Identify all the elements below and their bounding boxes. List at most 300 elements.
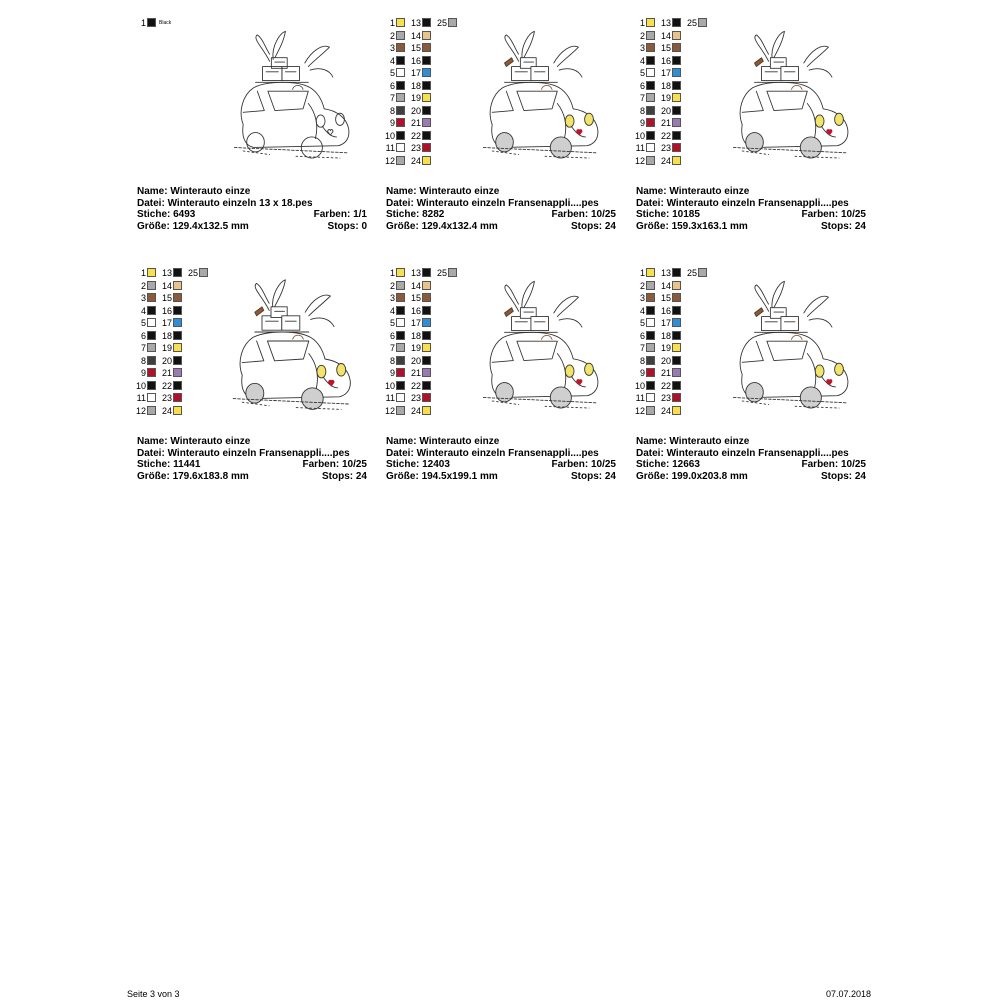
- embroidery-design-preview: [207, 18, 372, 183]
- thread-swatch: [147, 306, 156, 315]
- info-right: [802, 459, 866, 471]
- thread-number: 20: [410, 105, 421, 116]
- thread-number: 5: [639, 68, 645, 78]
- thread-number: 21: [660, 118, 671, 128]
- colors-label: Farben:: [302, 459, 340, 470]
- thread-number: 17: [660, 68, 671, 78]
- file-label: Datei:: [386, 197, 414, 209]
- design-file: Winterauto einzeln 13 x 18.pes: [167, 197, 313, 209]
- thread-swatch: [646, 281, 655, 290]
- thread-number: 11: [635, 143, 645, 153]
- stitch-count: 6493: [173, 209, 196, 220]
- thread-swatch: [396, 268, 405, 277]
- stops-label: Stops:: [820, 470, 853, 482]
- design-info: [636, 186, 866, 232]
- info-line: [636, 436, 866, 448]
- name-label: Name:: [386, 436, 417, 447]
- thread-number: 15: [660, 293, 671, 303]
- thread-swatch: [646, 368, 655, 377]
- thread-number: 9: [639, 118, 645, 128]
- thread-number: 5: [389, 318, 395, 328]
- thread-swatch: [396, 131, 405, 140]
- info-line: [636, 186, 866, 198]
- thread-number: 6: [140, 330, 146, 341]
- thread-number: 22: [660, 130, 671, 141]
- size-label: Größe:: [137, 220, 170, 232]
- info-right: [802, 209, 866, 221]
- thread-number: 16: [660, 55, 671, 66]
- design-size: 194.5x199.1 mm: [421, 470, 498, 482]
- thread-swatch: [672, 268, 681, 277]
- info-line: [137, 186, 367, 198]
- thread-swatch: [672, 131, 681, 140]
- thread-number: 18: [660, 80, 671, 91]
- thread-swatch: [422, 93, 431, 102]
- thread-swatch: [422, 293, 431, 302]
- thread-number: 24: [660, 155, 671, 166]
- thread-swatch: [646, 318, 655, 327]
- thread-number: 24: [660, 405, 671, 416]
- thread-number: 5: [140, 318, 146, 328]
- thread-number: 15: [161, 293, 172, 303]
- design-info: [137, 436, 367, 482]
- info-line: [386, 186, 616, 198]
- thread-number: 24: [410, 405, 421, 416]
- info-right: [571, 471, 616, 483]
- thread-number: 13: [410, 268, 421, 278]
- thread-number: 17: [410, 68, 421, 78]
- name-label: Name:: [386, 186, 417, 197]
- size-label: Größe:: [636, 470, 669, 482]
- design-card: [636, 268, 868, 488]
- thread-number: 5: [389, 68, 395, 78]
- thread-swatch: [147, 356, 156, 365]
- thread-number: 9: [639, 368, 645, 378]
- thread-number: 4: [389, 305, 395, 316]
- color-count: 1/1: [353, 209, 367, 220]
- thread-swatch: [672, 318, 681, 327]
- thread-swatch: [646, 356, 655, 365]
- info-line: [386, 459, 616, 471]
- thread-swatch: [672, 156, 681, 165]
- thread-number: 19: [161, 343, 172, 353]
- stitch-count: 11441: [173, 459, 201, 470]
- thread-number: 5: [639, 318, 645, 328]
- thread-number: 2: [639, 30, 645, 41]
- stop-count: 24: [604, 220, 616, 232]
- colors-label: Farben:: [801, 209, 839, 220]
- thread-swatch: [396, 143, 405, 152]
- thread-number: 10: [384, 130, 395, 141]
- thread-swatch: [173, 293, 182, 302]
- design-size: 179.6x183.8 mm: [172, 470, 249, 482]
- thread-number: 15: [410, 293, 421, 303]
- thread-number: 3: [140, 293, 146, 303]
- thread-number: 2: [140, 280, 146, 291]
- thread-swatch: [147, 268, 156, 277]
- info-line: [636, 448, 866, 460]
- thread-swatch: [396, 81, 405, 90]
- thread-number: 4: [140, 305, 146, 316]
- color-count: 10/25: [341, 459, 367, 470]
- thread-swatch: [672, 81, 681, 90]
- thread-number: 13: [660, 18, 671, 28]
- thread-number: 7: [639, 93, 645, 103]
- design-name: Winterauto einze: [419, 186, 500, 197]
- thread-number: 18: [410, 330, 421, 341]
- design-size: 129.4x132.5 mm: [172, 220, 249, 232]
- thread-swatch: [646, 293, 655, 302]
- thread-swatch: [646, 306, 655, 315]
- thread-swatch: [422, 131, 431, 140]
- thread-number: 10: [384, 380, 395, 391]
- embroidery-design-preview: [456, 18, 621, 183]
- stitches-label: Stiche:: [636, 459, 670, 470]
- info-line: [137, 471, 367, 483]
- thread-number: 25: [686, 18, 697, 28]
- thread-swatch: [672, 306, 681, 315]
- thread-swatch: [147, 368, 156, 377]
- embroidery-design-preview: [456, 268, 621, 433]
- thread-number: 16: [660, 305, 671, 316]
- thread-swatch: [396, 31, 405, 40]
- thread-swatch: [422, 118, 431, 127]
- design-name: Winterauto einze: [170, 436, 251, 447]
- stitches-label: Stiche:: [636, 209, 670, 220]
- thread-swatch: [147, 293, 156, 302]
- info-line: [137, 198, 367, 210]
- thread-number: 7: [389, 343, 395, 353]
- thread-number: 2: [639, 280, 645, 291]
- embroidery-design-preview: [706, 18, 871, 183]
- thread-swatch: [396, 118, 405, 127]
- thread-number: 25: [686, 268, 697, 278]
- stitch-count: 12403: [422, 459, 450, 470]
- stitch-count: 12663: [672, 459, 700, 470]
- info-right: [328, 221, 367, 233]
- thread-swatch: [422, 381, 431, 390]
- thread-swatch: [173, 393, 182, 402]
- thread-number: 4: [639, 305, 645, 316]
- thread-number: 7: [639, 343, 645, 353]
- design-name: Winterauto einze: [419, 436, 500, 447]
- info-right: [303, 459, 367, 471]
- info-right: [322, 471, 367, 483]
- thread-swatch: [646, 268, 655, 277]
- thread-swatch: [422, 343, 431, 352]
- thread-number: 18: [410, 80, 421, 91]
- stop-count: 24: [854, 220, 866, 232]
- thread-swatch: [422, 156, 431, 165]
- thread-number: 15: [410, 43, 421, 53]
- info-line: [636, 209, 866, 221]
- thread-swatch: [646, 18, 655, 27]
- thread-number: 22: [410, 130, 421, 141]
- thread-swatch: [672, 281, 681, 290]
- stops-label: Stops:: [327, 220, 359, 232]
- thread-swatch: [422, 368, 431, 377]
- thread-number: 2: [389, 30, 395, 41]
- thread-number: 24: [161, 405, 172, 416]
- thread-number: 8: [389, 105, 395, 116]
- thread-number: 1: [140, 18, 146, 28]
- thread-number: 6: [639, 330, 645, 341]
- thread-number: 18: [161, 330, 172, 341]
- file-label: Datei:: [636, 447, 664, 459]
- info-line: [137, 209, 367, 221]
- page-number: Seite 3 von 3: [127, 989, 180, 999]
- thread-number: 25: [187, 268, 198, 278]
- thread-number: 20: [161, 355, 172, 366]
- thread-number: 9: [389, 118, 395, 128]
- thread-swatch: [646, 31, 655, 40]
- thread-number: 3: [389, 293, 395, 303]
- thread-swatch: [672, 106, 681, 115]
- thread-swatch: [646, 156, 655, 165]
- thread-swatch: [646, 343, 655, 352]
- thread-swatch: [396, 281, 405, 290]
- thread-number: 14: [161, 280, 172, 291]
- thread-swatch: [396, 356, 405, 365]
- thread-number: 25: [436, 268, 447, 278]
- design-card: [137, 268, 369, 488]
- stops-label: Stops:: [570, 220, 603, 232]
- thread-number: 11: [136, 393, 146, 403]
- name-label: Name:: [636, 186, 667, 197]
- thread-number: 23: [660, 393, 671, 403]
- design-name: Winterauto einze: [669, 186, 750, 197]
- info-line: [386, 436, 616, 448]
- thread-swatch: [173, 343, 182, 352]
- thread-swatch: [646, 118, 655, 127]
- thread-swatch: [672, 331, 681, 340]
- info-right: [552, 209, 616, 221]
- thread-number: 17: [660, 318, 671, 328]
- thread-number: 17: [410, 318, 421, 328]
- thread-swatch: [396, 293, 405, 302]
- thread-number: 9: [140, 368, 146, 378]
- thread-swatch: [646, 56, 655, 65]
- stops-label: Stops:: [321, 470, 354, 482]
- thread-swatch: [396, 343, 405, 352]
- thread-number: 8: [140, 355, 146, 366]
- info-line: [636, 471, 866, 483]
- info-line: [137, 459, 367, 471]
- colors-label: Farben:: [801, 459, 839, 470]
- thread-number: 6: [389, 80, 395, 91]
- thread-swatch: [396, 56, 405, 65]
- design-file: Winterauto einzeln Fransenappli....pes: [416, 197, 599, 209]
- thread-number: 20: [660, 105, 671, 116]
- thread-swatch: [147, 393, 156, 402]
- thread-swatch: [147, 18, 156, 27]
- name-label: Name:: [636, 436, 667, 447]
- thread-swatch: [672, 118, 681, 127]
- design-size: 199.0x203.8 mm: [671, 470, 748, 482]
- thread-swatch: [173, 318, 182, 327]
- thread-swatch: [173, 268, 182, 277]
- info-right: [314, 209, 367, 221]
- thread-swatch: [646, 331, 655, 340]
- design-card: [386, 18, 618, 238]
- thread-number: 23: [410, 143, 421, 153]
- thread-swatch: [672, 356, 681, 365]
- thread-number: 1: [639, 268, 645, 278]
- thread-number: 8: [639, 105, 645, 116]
- thread-number: 21: [660, 368, 671, 378]
- thread-swatch: [396, 406, 405, 415]
- info-right: [571, 221, 616, 233]
- thread-swatch: [396, 106, 405, 115]
- thread-number: 7: [140, 343, 146, 353]
- thread-swatch: [422, 406, 431, 415]
- thread-number: 20: [410, 355, 421, 366]
- thread-swatch: [396, 393, 405, 402]
- thread-number: 12: [634, 155, 645, 166]
- thread-swatch: [422, 106, 431, 115]
- thread-number: 24: [410, 155, 421, 166]
- design-card: [386, 268, 618, 488]
- stitch-count: 10185: [672, 209, 700, 220]
- thread-swatch: [672, 56, 681, 65]
- thread-number: 13: [161, 268, 172, 278]
- thread-number: 1: [639, 18, 645, 28]
- thread-swatch: [646, 406, 655, 415]
- thread-number: 16: [410, 305, 421, 316]
- thread-number: 11: [635, 393, 645, 403]
- design-info: [137, 186, 367, 232]
- design-file: Winterauto einzeln Fransenappli....pes: [416, 447, 599, 459]
- thread-number: 21: [410, 368, 421, 378]
- thread-swatch: [646, 106, 655, 115]
- thread-swatch: [422, 81, 431, 90]
- thread-number: 13: [660, 268, 671, 278]
- thread-swatch: [147, 281, 156, 290]
- thread-number: 14: [660, 280, 671, 291]
- thread-number: 9: [389, 368, 395, 378]
- thread-number: 11: [385, 143, 395, 153]
- thread-swatch: [396, 93, 405, 102]
- thread-number: 4: [639, 55, 645, 66]
- thread-swatch: [672, 368, 681, 377]
- embroidery-design-preview: [207, 268, 372, 433]
- thread-number: 19: [410, 343, 421, 353]
- colors-label: Farben:: [551, 459, 589, 470]
- file-label: Datei:: [386, 447, 414, 459]
- thread-swatch: [422, 56, 431, 65]
- print-date: 07.07.2018: [826, 989, 872, 999]
- thread-number: 8: [639, 355, 645, 366]
- thread-swatch: [396, 331, 405, 340]
- thread-swatch: [147, 381, 156, 390]
- design-file: Winterauto einzeln Fransenappli....pes: [666, 197, 849, 209]
- thread-number: 14: [410, 30, 421, 41]
- info-line: [386, 209, 616, 221]
- thread-number: 10: [634, 130, 645, 141]
- design-name: Winterauto einze: [170, 186, 251, 197]
- stitches-label: Stiche:: [137, 209, 171, 220]
- info-line: [386, 448, 616, 460]
- thread-number: 7: [389, 93, 395, 103]
- thread-swatch: [422, 43, 431, 52]
- thread-swatch: [396, 43, 405, 52]
- design-size: 159.3x163.1 mm: [671, 220, 748, 232]
- size-label: Größe:: [137, 470, 170, 482]
- thread-number: 17: [161, 318, 172, 328]
- thread-number: 2: [389, 280, 395, 291]
- thread-number: 23: [410, 393, 421, 403]
- thread-number: 23: [161, 393, 172, 403]
- thread-swatch: [672, 93, 681, 102]
- design-card: [137, 18, 369, 238]
- thread-swatch: [672, 68, 681, 77]
- thread-swatch: [147, 406, 156, 415]
- color-count: 10/25: [840, 209, 866, 220]
- size-label: Größe:: [386, 220, 419, 232]
- stops-label: Stops:: [820, 220, 853, 232]
- stop-count: 0: [361, 220, 367, 232]
- thread-swatch: [672, 43, 681, 52]
- thread-swatch: [147, 343, 156, 352]
- thread-number: 15: [660, 43, 671, 53]
- thread-number: 12: [384, 155, 395, 166]
- thread-number: 4: [389, 55, 395, 66]
- thread-number: 19: [410, 93, 421, 103]
- thread-swatch: [173, 356, 182, 365]
- colors-label: Farben:: [551, 209, 589, 220]
- thread-number: 19: [660, 93, 671, 103]
- thread-number: 11: [385, 393, 395, 403]
- thread-number: 12: [384, 405, 395, 416]
- thread-swatch: [422, 318, 431, 327]
- thread-number: 1: [389, 18, 395, 28]
- thread-number: 22: [161, 380, 172, 391]
- thread-name: Black: [159, 20, 172, 26]
- thread-swatch: [672, 393, 681, 402]
- thread-number: 19: [660, 343, 671, 353]
- thread-swatch: [147, 318, 156, 327]
- thread-number: 21: [161, 368, 172, 378]
- info-line: [386, 471, 616, 483]
- thread-number: 23: [660, 143, 671, 153]
- stitch-count: 8282: [422, 209, 445, 220]
- thread-swatch: [173, 381, 182, 390]
- design-size: 129.4x132.4 mm: [421, 220, 498, 232]
- thread-number: 1: [140, 268, 146, 278]
- thread-number: 8: [389, 355, 395, 366]
- thread-swatch: [422, 356, 431, 365]
- stop-count: 24: [355, 470, 367, 482]
- color-count: 10/25: [590, 459, 616, 470]
- thread-number: 3: [639, 293, 645, 303]
- thread-swatch: [646, 131, 655, 140]
- info-right: [552, 459, 616, 471]
- thread-swatch: [422, 331, 431, 340]
- thread-number: 20: [660, 355, 671, 366]
- thread-swatch: [672, 381, 681, 390]
- thread-swatch: [173, 306, 182, 315]
- design-card: [636, 18, 868, 238]
- thread-swatch: [147, 331, 156, 340]
- design-file: Winterauto einzeln Fransenappli....pes: [167, 447, 350, 459]
- size-label: Größe:: [386, 470, 419, 482]
- thread-swatch: [396, 381, 405, 390]
- name-label: Name:: [137, 436, 168, 447]
- thread-swatch: [422, 268, 431, 277]
- thread-number: 3: [389, 43, 395, 53]
- file-label: Datei:: [137, 447, 165, 459]
- info-line: [386, 221, 616, 233]
